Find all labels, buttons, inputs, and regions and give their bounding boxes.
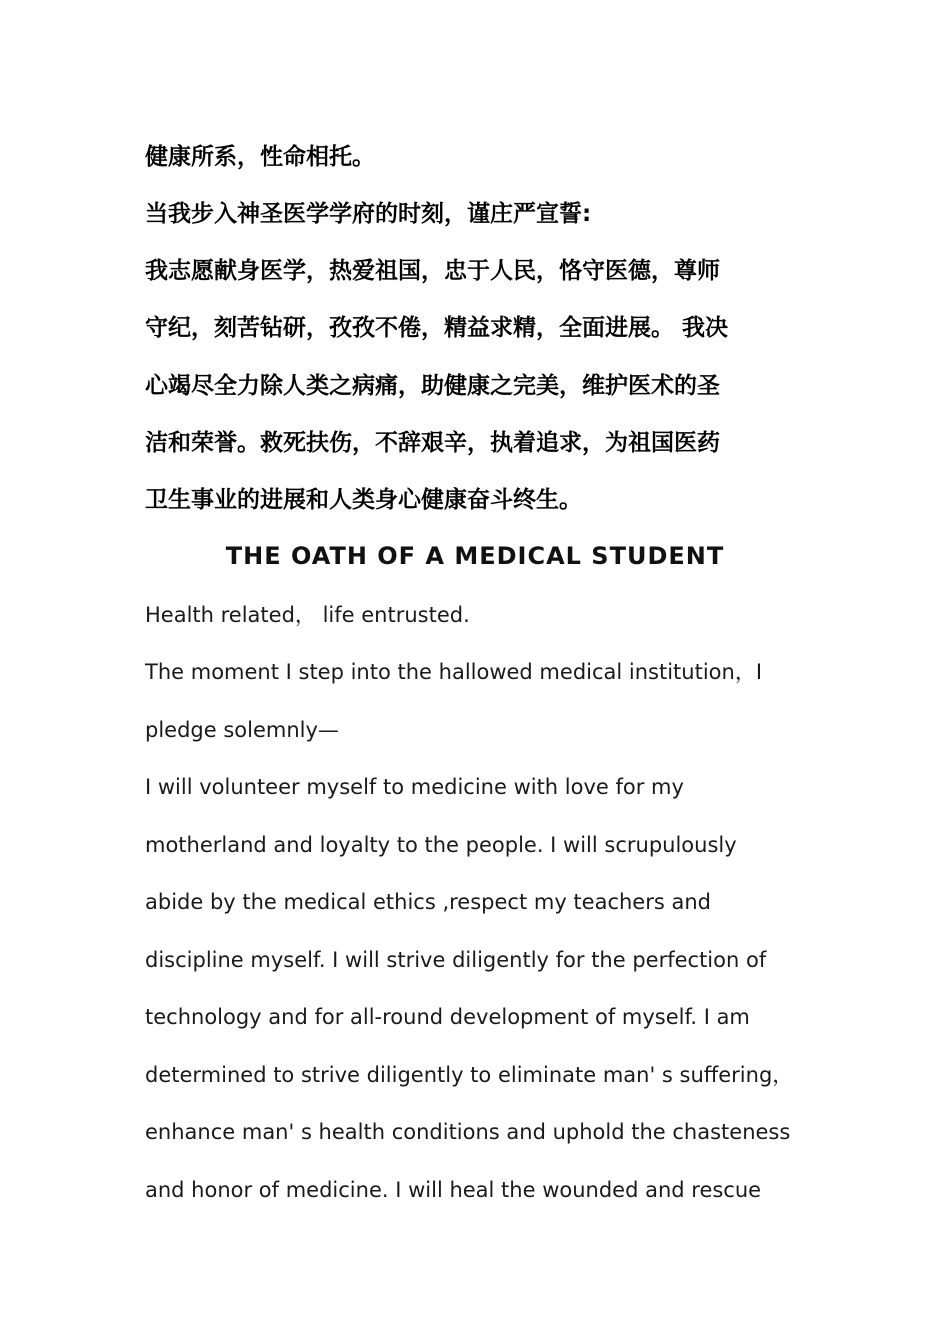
chinese-oath-line-1: 健康所系，性命相托。 bbox=[145, 144, 375, 170]
english-oath-line-3: pledge solemnly— bbox=[145, 718, 339, 742]
english-oath-line-11: and honor of medicine. I will heal the wounded and rescue bbox=[145, 1178, 762, 1202]
chinese-oath-line-4: 守纪，刻苦钻研，孜孜不倦，精益求精，全面进展。 我决 bbox=[145, 315, 729, 341]
chinese-oath-line-3: 我志愿献身医学，热爱祖国，忠于人民，恪守医德，尊师 bbox=[145, 258, 720, 284]
english-oath-line-4: I will volunteer myself to medicine with love for my bbox=[145, 775, 684, 799]
english-oath-line-6: abide by the medical ethics ,respect my teachers and bbox=[145, 890, 711, 914]
chinese-oath-line-5: 心竭尽全力除人类之病痛，助健康之完美，维护医术的圣 bbox=[145, 373, 720, 399]
english-oath-line-10: enhance man' s health conditions and uphold the chasteness bbox=[145, 1120, 791, 1144]
english-oath-line-2: The moment I step into the hallowed medical institution，I bbox=[145, 660, 763, 684]
chinese-oath-line-2: 当我步入神圣医学学府的时刻，谨庄严宣誓: bbox=[145, 201, 592, 227]
chinese-oath-line-6: 洁和荣誉。救死扶伤，不辞艰辛，执着追求，为祖国医药 bbox=[145, 430, 720, 456]
english-oath-line-9: determined to strive diligently to eliminate man' s suffering， bbox=[145, 1063, 794, 1087]
english-oath-line-1: Health related， life entrusted. bbox=[145, 603, 470, 627]
chinese-oath-line-7: 卫生事业的进展和人类身心健康奋斗终生。 bbox=[145, 487, 582, 513]
english-oath-line-5: motherland and loyalty to the people. I will scrupulously bbox=[145, 833, 737, 857]
english-oath-line-8: technology and for all-round development of myself. I am bbox=[145, 1005, 750, 1029]
english-oath-line-7: discipline myself. I will strive diligently for the perfection of bbox=[145, 948, 767, 972]
english-oath-title: THE OATH OF A MEDICAL STUDENT bbox=[225, 542, 725, 570]
